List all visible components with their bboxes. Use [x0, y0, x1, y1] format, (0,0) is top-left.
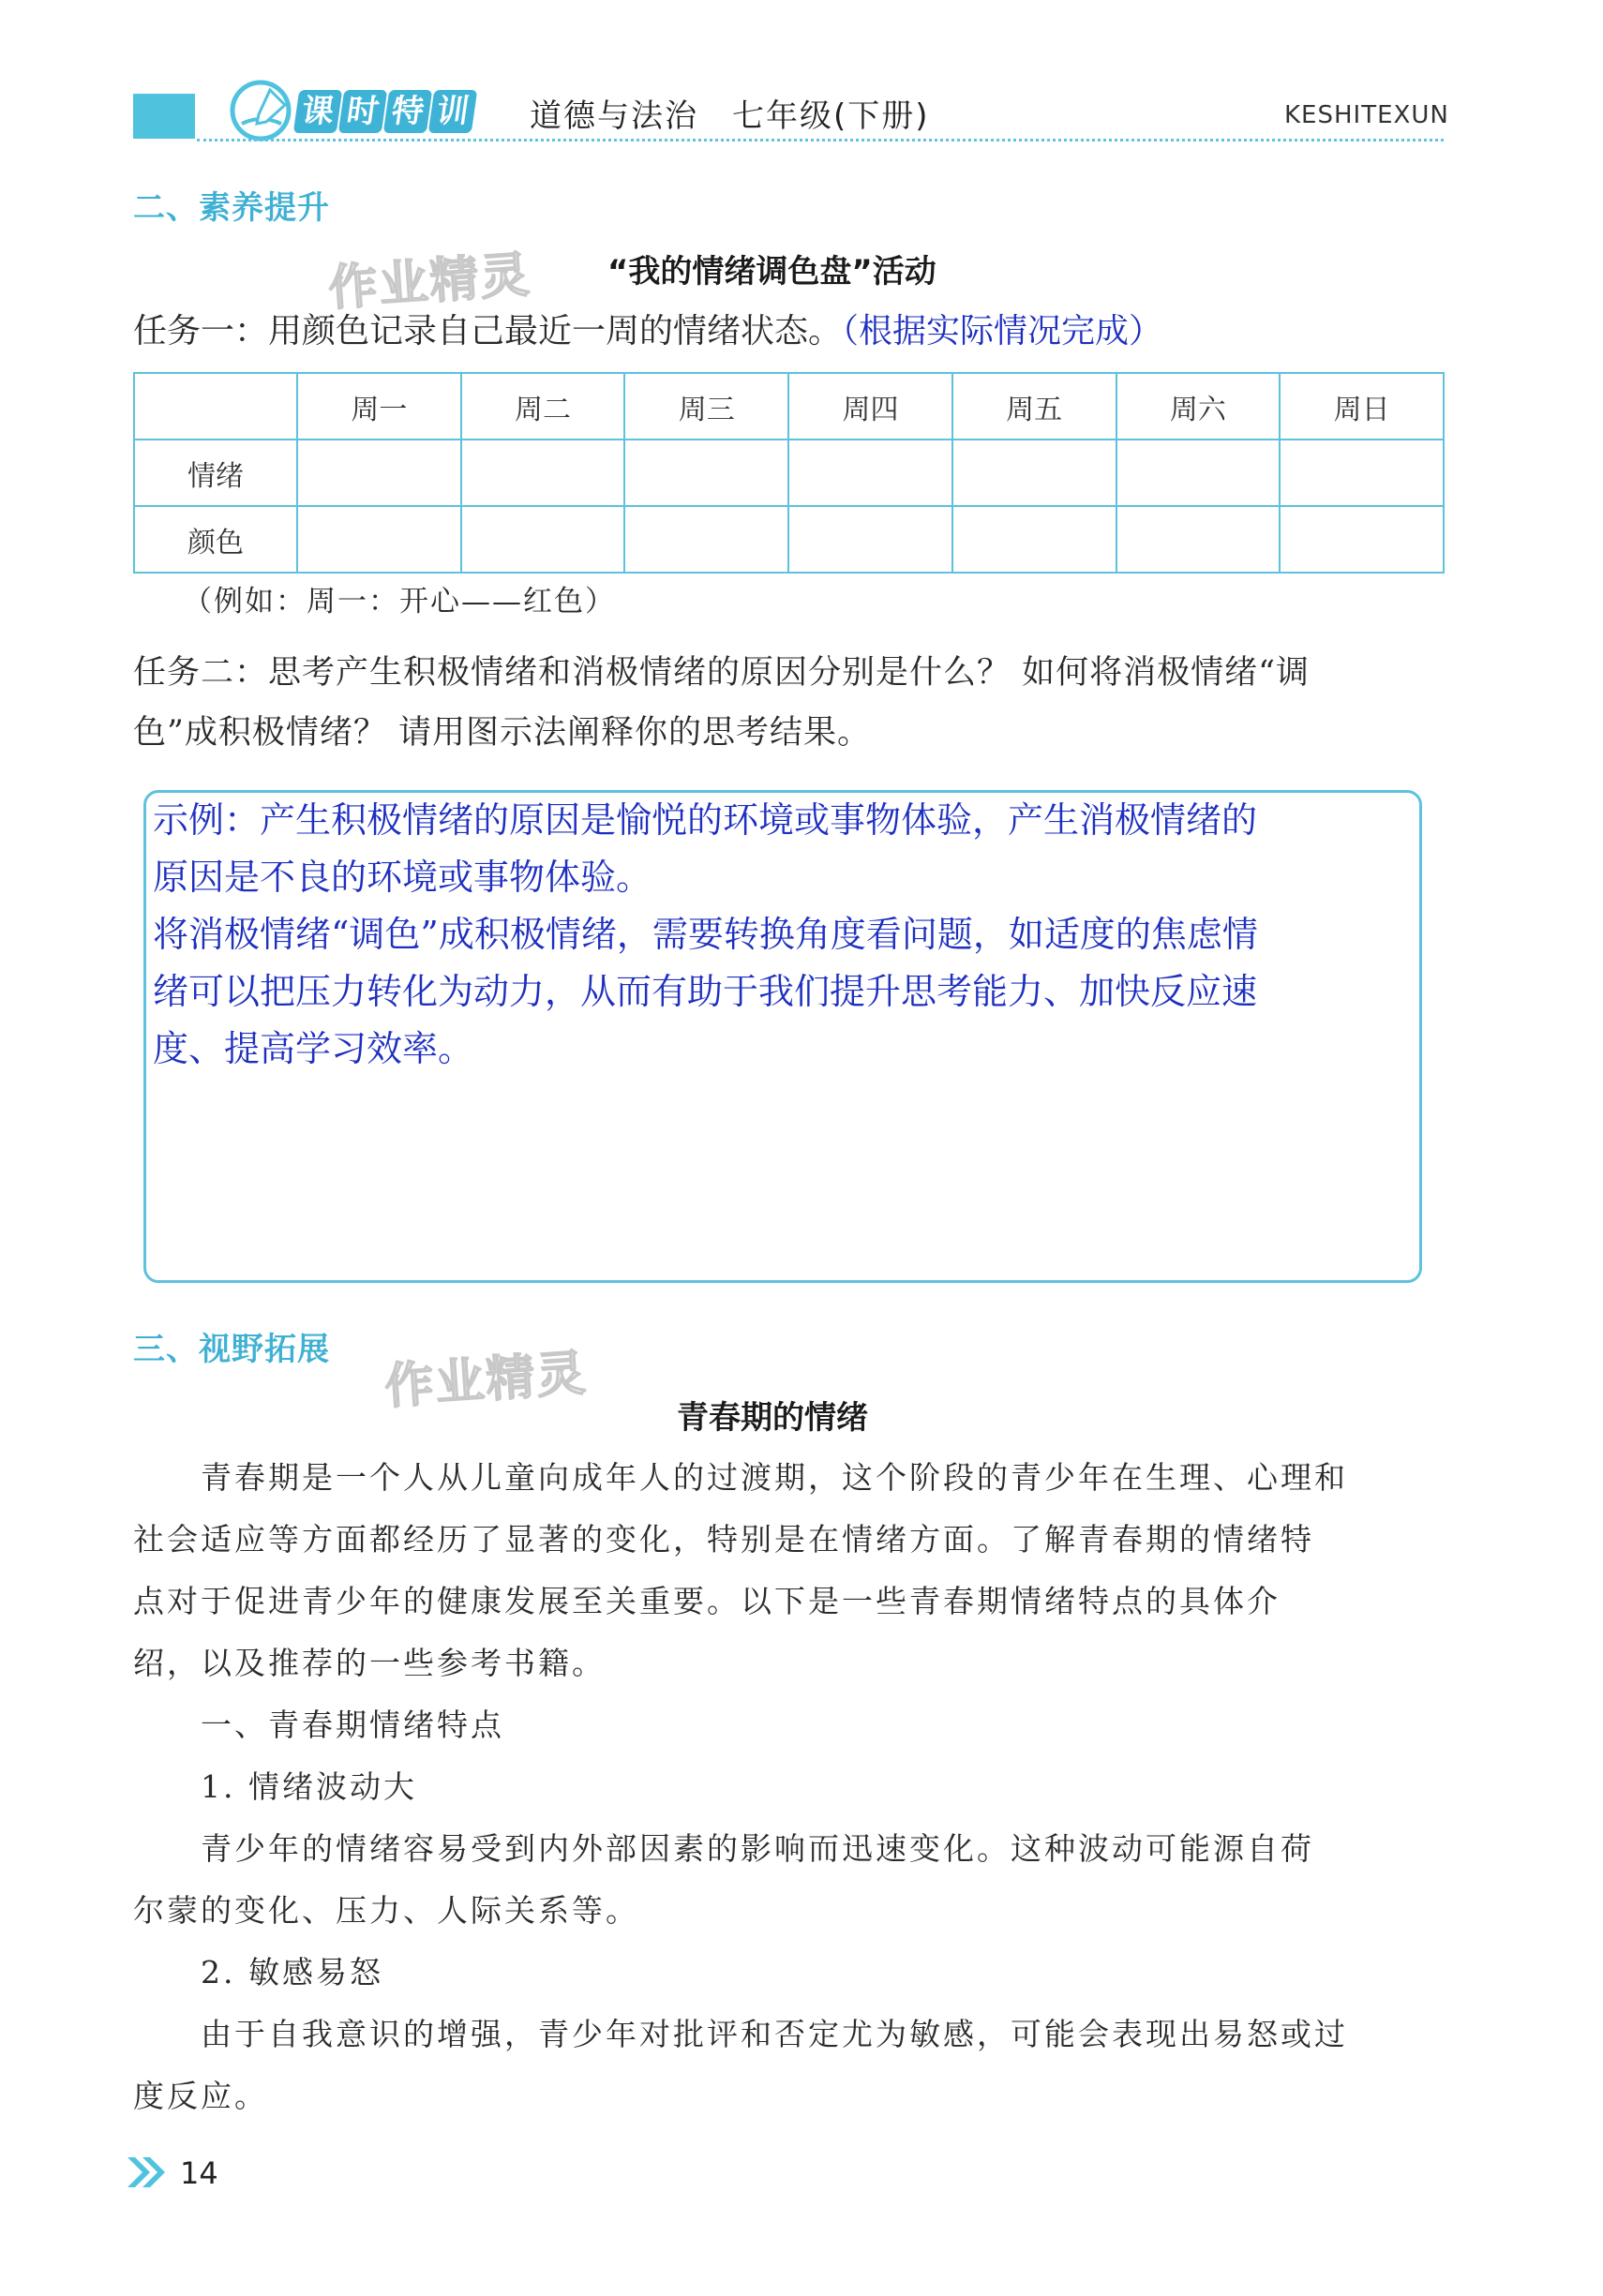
header-divider [197, 139, 1444, 142]
watermark: 作业精灵 [382, 1345, 590, 1416]
table-cell[interactable] [624, 506, 788, 573]
double-chevron-icon [126, 2155, 167, 2189]
task1-line [133, 302, 1162, 362]
paragraph: 度反应。 [133, 2078, 268, 2114]
task1-label: 任务一：用颜色记录自己最近一周的情绪状态。 [133, 312, 843, 350]
table-cell[interactable] [461, 440, 625, 506]
subject-title: 道德与法治 七年级(下册) [530, 97, 930, 135]
table-header-cell [134, 373, 297, 440]
table-cell[interactable] [624, 440, 788, 506]
task1-answer: （根据实际情况完成） [842, 312, 1163, 350]
table-header-cell: 周四 [788, 373, 952, 440]
table-header-row [134, 373, 1444, 440]
table-header-cell: 周三 [624, 373, 788, 440]
table-header-cell: 周五 [952, 373, 1116, 440]
row-label: 情绪 [134, 440, 297, 506]
answer-text [153, 792, 1418, 1078]
brand-char: 训 [428, 90, 477, 133]
paragraph: 绍，以及推荐的一些参考书籍。 [133, 1645, 606, 1681]
subheading: 一、青春期情绪特点 [133, 1707, 504, 1743]
task2-line-2: 色”成积极情绪？ 请用图示法阐释你的思考结果。 [133, 714, 872, 752]
table-cell[interactable] [461, 506, 625, 573]
subheading: 2. 敏感易怒 [133, 1954, 383, 1990]
paragraph: 社会适应等方面都经历了显著的变化，特别是在情绪方面。了解青春期的情绪特 [133, 1521, 1314, 1558]
brand-char: 特 [383, 90, 432, 133]
answer-line: 绪可以把压力转化为动力，从而有助于我们提升思考能力、加快反应速 [153, 971, 1258, 1012]
table-header-cell: 周一 [297, 373, 461, 440]
table-cell[interactable] [297, 506, 461, 573]
table-cell[interactable] [1116, 506, 1281, 573]
answer-line: 度、提高学习效率。 [153, 1028, 474, 1069]
header-color-block [133, 94, 195, 139]
paragraph: 点对于促进青少年的健康发展至关重要。以下是一些青春期情绪特点的具体介 [133, 1583, 1281, 1619]
table-cell[interactable] [788, 440, 952, 506]
activity-title: “我的情绪调色盘”活动 [607, 253, 936, 291]
paragraph: 青春期是一个人从儿童向成年人的过渡期，这个阶段的青少年在生理、心理和 [133, 1459, 1348, 1496]
article-title: 青春期的情绪 [677, 1399, 868, 1437]
row-label: 颜色 [134, 506, 297, 573]
page-number: 14 [180, 2155, 218, 2191]
brand-title [296, 90, 474, 137]
book-pen-icon [223, 77, 306, 144]
table-cell[interactable] [1280, 440, 1444, 506]
answer-line: 将消极情绪“调色”成积极情绪，需要转换角度看问题，如适度的焦虑情 [153, 914, 1258, 955]
paragraph: 由于自我意识的增强，青少年对批评和否定尤为敏感，可能会表现出易怒或过 [133, 2016, 1348, 2052]
brand-pinyin: KESHITEXUN [1284, 101, 1449, 129]
subheading: 1. 情绪波动大 [133, 1768, 417, 1805]
section-title-3: 三、视野拓展 [133, 1331, 330, 1368]
section-title-2: 二、素养提升 [133, 189, 330, 227]
brand-char: 时 [338, 90, 387, 133]
paragraph: 青少年的情绪容易受到内外部因素的影响而迅速变化。这种波动可能源自荷 [133, 1830, 1314, 1867]
answer-line: 示例：产生积极情绪的原因是愉悦的环境或事物体验，产生消极情绪的 [153, 799, 1258, 841]
brand-char: 课 [293, 90, 342, 133]
table-cell[interactable] [1280, 506, 1444, 573]
table-row [134, 506, 1444, 573]
table-cell[interactable] [952, 506, 1116, 573]
task2-line-1: 任务二：思考产生积极情绪和消极情绪的原因分别是什么？ 如何将消极情绪“调 [133, 654, 1311, 692]
table-cell[interactable] [1116, 440, 1281, 506]
table-row [134, 440, 1444, 506]
table-cell[interactable] [788, 506, 952, 573]
paragraph: 尔蒙的变化、压力、人际关系等。 [133, 1892, 639, 1929]
table-cell[interactable] [297, 440, 461, 506]
table-header-cell: 周六 [1116, 373, 1281, 440]
table-header-cell: 周二 [461, 373, 625, 440]
watermark: 作业精灵 [326, 246, 533, 318]
week-table [133, 372, 1445, 574]
example-note: （例如：周一：开心——红色） [183, 585, 616, 619]
answer-line: 原因是不良的环境或事物体验。 [153, 857, 652, 898]
table-header-cell: 周日 [1280, 373, 1444, 440]
table-cell[interactable] [952, 440, 1116, 506]
